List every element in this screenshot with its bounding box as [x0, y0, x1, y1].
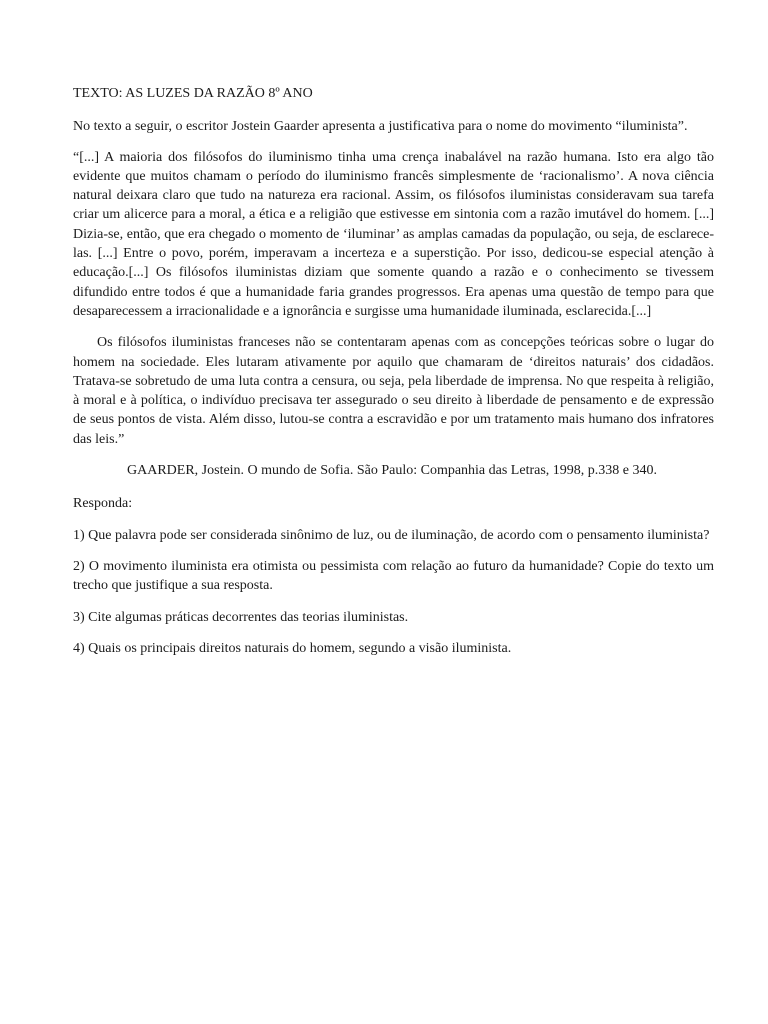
question-3: 3) Cite algumas práticas decorrentes das teorias iluministas. [73, 609, 409, 625]
question-1: 1) Que palavra pode ser considerada sinônimo de luz, ou de iluminação, de acordo com o pensamento iluminista? [73, 527, 710, 543]
document-title: TEXTO: AS LUZES DA RAZÃO 8º ANO [73, 86, 313, 101]
question-4: 4) Quais os principais direitos naturais do homem, segundo a visão iluminista. [73, 640, 512, 656]
question-2: 2) O movimento iluminista era otimista ou pessimista com relação ao futuro da humanidade? Copie do texto um trecho que justifique a sua resposta. [73, 558, 714, 594]
respond-label: Responda: [73, 496, 133, 512]
document-page [73, 84, 714, 670]
intro-paragraph: No texto a seguir, o escritor Jostein Gaarder apresenta a justificativa para o nome do movimento “iluminista”. [73, 119, 688, 135]
second-quote-paragraph: Os filósofos iluministas franceses não se contentaram apenas com as concepções teóricas sobre o lugar do homem na sociedade. Eles lutaram ativamente por aquilo que chamaram de ‘direitos naturais’ dos cidadãos. Tratava-se sobretudo de uma luta contra a censura, ou seja, pela liberdade de imprensa. No que respeita à religião, à moral e à política, o indivíduo precisava ter assegurado o seu direito à liberdade de pensamento e de expressão de seus pontos de vista. Além disso, lutou-se contra a escravidão e por um tratamento mais humano dos infratores das leis.” [73, 335, 714, 447]
quote-paragraph: “[...] A maioria dos filósofos do iluminismo tinha uma crença inabalável na razão humana. Isto era algo tão evidente que muitos chamam o período do iluminismo francês simplesmente de ‘racionalismo’. A nova ciência natural deixara claro que tudo na natureza era racional. Assim, os filósofos iluministas consideravam sua tarefa criar um alicerce para a moral, a ética e a religião que estivesse em sintonia com a razão imutável do homem. [...] Dizia-se, então, que era chegado o momento de ‘iluminar’ as amplas camadas da população, ou seja, de esclarece-las. [...] Entre o povo, porém, imperavam a incerteza e a superstição. Por isso, dedicou-se especial atenção à educação.[...] Os filósofos iluministas diziam que somente quando a razão e o conhecimento se tivessem difundido entre todos é que a humanidade faria grandes progressos. Era apenas uma questão de tempo para que desaparecessem a irracionalidade e a ignorância e surgisse uma humanidade iluminada, esclarecida.[...] [73, 149, 714, 319]
citation: GAARDER, Jostein. O mundo de Sofia. São Paulo: Companhia das Letras, 1998, p.338 e 340. [127, 463, 658, 479]
